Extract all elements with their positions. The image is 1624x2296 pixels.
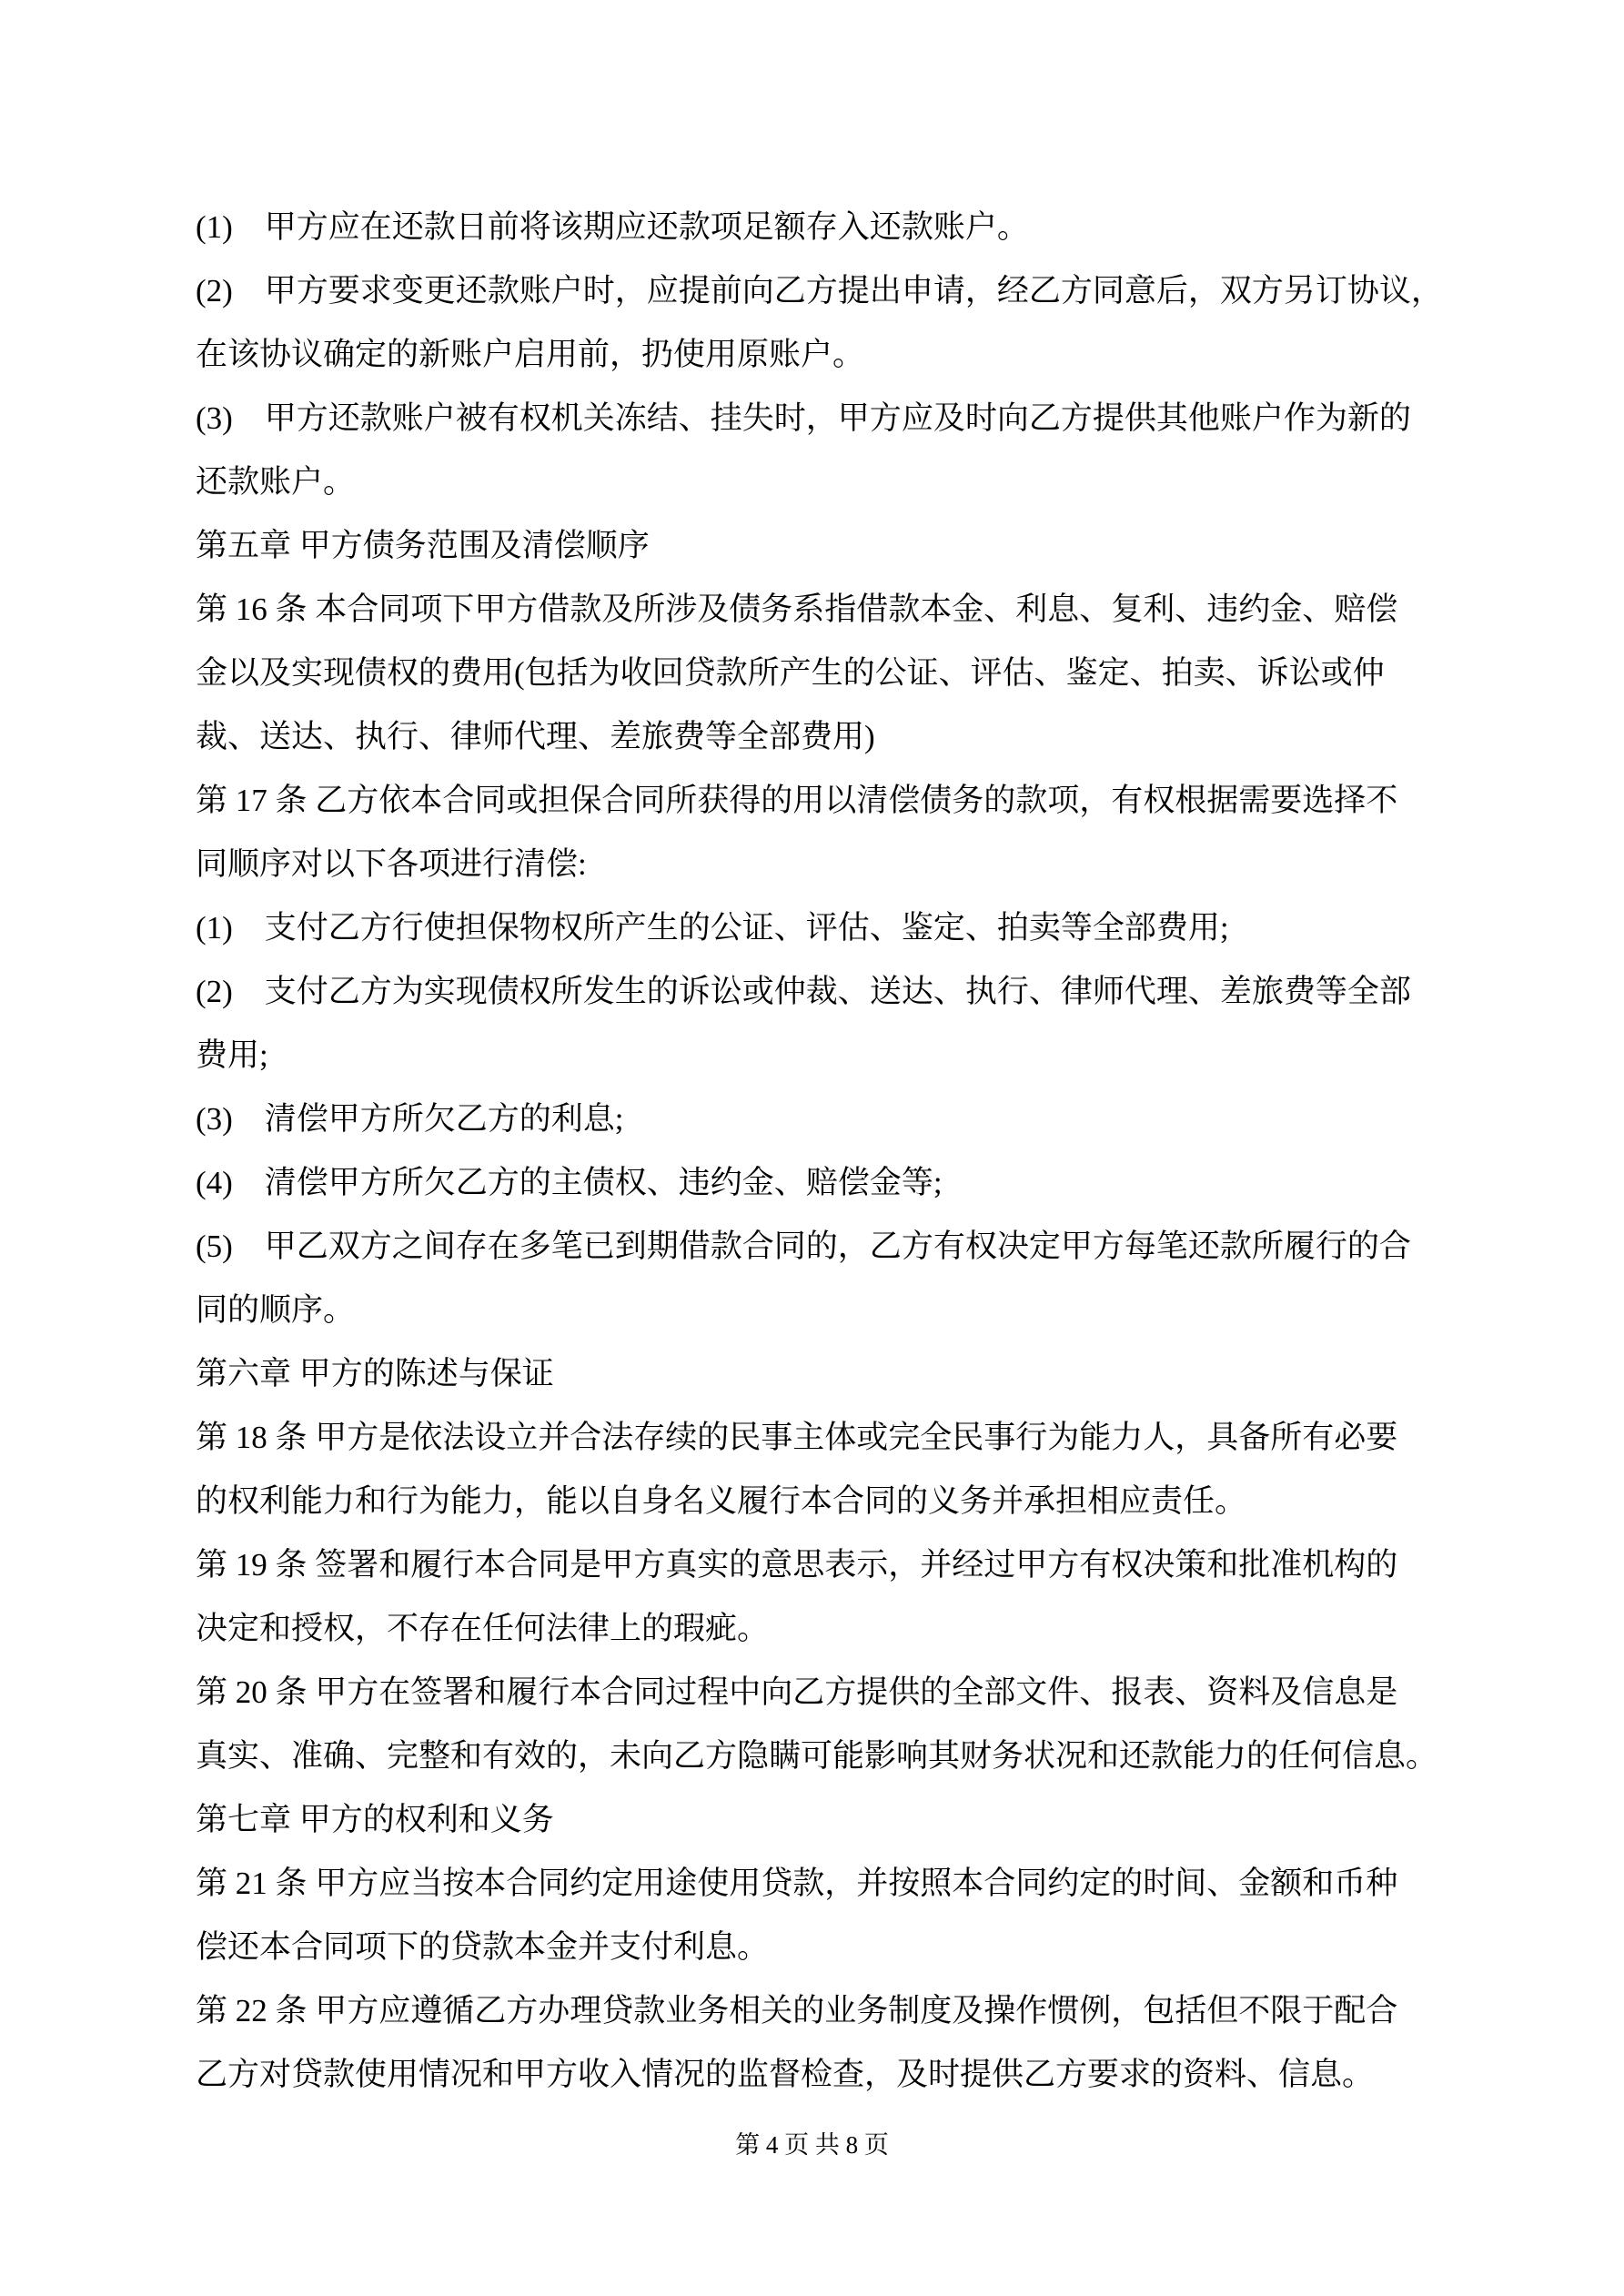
list-item: (1) 支付乙方行使担保物权所产生的公证、评估、鉴定、拍卖等全部费用;	[196, 910, 1229, 946]
document-body	[196, 196, 1443, 2107]
chapter-heading: 第六章 甲方的陈述与保证	[196, 1356, 554, 1391]
text-line: 决定和授权，不存在任何法律上的瑕疵。	[196, 1611, 770, 1646]
list-item: 费用;	[196, 1037, 268, 1073]
text-line: 同顺序对以下各项进行清偿:	[196, 846, 587, 882]
list-item: (5) 甲乙双方之间存在多笔已到期借款合同的，乙方有权决定甲方每笔还款所履行的合	[196, 1229, 1411, 1264]
text-line: 第 22 条 甲方应遵循乙方办理贷款业务相关的业务制度及操作惯例，包括但不限于配合	[196, 1993, 1398, 2028]
text-line: 第 18 条 甲方是依法设立并合法存续的民事主体或完全民事行为能力人，具备所有必要	[196, 1420, 1398, 1455]
text-line: 的权利能力和行为能力，能以自身名义履行本合同的义务并承担相应责任。	[196, 1483, 1247, 1519]
text-line: 乙方对贷款使用情况和甲方收入情况的监督检查，及时提供乙方要求的资料、信息。	[196, 2057, 1375, 2092]
text-line: (2) 甲方要求变更还款账户时，应提前向乙方提出申请，经乙方同意后，双方另订协议，	[196, 273, 1443, 308]
text-line: 金以及实现债权的费用(包括为收回贷款所产生的公证、评估、鉴定、拍卖、诉讼或仲	[196, 655, 1385, 691]
text-line: 在该协议确定的新账户启用前，扔使用原账户。	[196, 337, 865, 372]
text-line: 偿还本合同项下的贷款本金并支付利息。	[196, 1929, 770, 1965]
text-line: 第 16 条 本合同项下甲方借款及所涉及债务系指借款本金、利息、复利、违约金、赔偿	[196, 592, 1398, 627]
text-line: 真实、准确、完整和有效的，未向乙方隐瞒可能影响其财务状况和还款能力的任何信息。	[196, 1738, 1438, 1774]
text-line: (1) 甲方应在还款日前将该期应还款项足额存入还款账户。	[196, 209, 1029, 245]
text-line: 还款账户。	[196, 464, 356, 500]
text-line: 第 21 条 甲方应当按本合同约定用途使用贷款，并按照本合同约定的时间、金额和币种	[196, 1866, 1398, 1901]
text-line: 第 17 条 乙方依本合同或担保合同所获得的用以清偿债务的款项，有权根据需要选择不	[196, 783, 1398, 818]
text-line: 第 20 条 甲方在签署和履行本合同过程中向乙方提供的全部文件、报表、资料及信息是	[196, 1674, 1398, 1710]
list-item: 同的顺序。	[196, 1292, 356, 1328]
text-line: 裁、送达、执行、律师代理、差旅费等全部费用)	[196, 719, 875, 754]
list-item: (4) 清偿甲方所欠乙方的主债权、违约金、赔偿金等;	[196, 1165, 943, 1200]
list-item: (2) 支付乙方为实现债权所发生的诉讼或仲裁、送达、执行、律师代理、差旅费等全部	[196, 974, 1411, 1009]
chapter-heading: 第七章 甲方的权利和义务	[196, 1802, 554, 1837]
text-line: (3) 甲方还款账户被有权机关冻结、挂失时，甲方应及时向乙方提供其他账户作为新的	[196, 400, 1411, 436]
text-line: 第 19 条 签署和履行本合同是甲方真实的意思表示，并经过甲方有权决策和批准机构的	[196, 1547, 1398, 1583]
list-item: (3) 清偿甲方所欠乙方的利息;	[196, 1101, 624, 1137]
page-number-footer: 第 4 页 共 8 页	[735, 2131, 889, 2159]
chapter-heading: 第五章 甲方债务范围及清偿顺序	[196, 528, 650, 563]
